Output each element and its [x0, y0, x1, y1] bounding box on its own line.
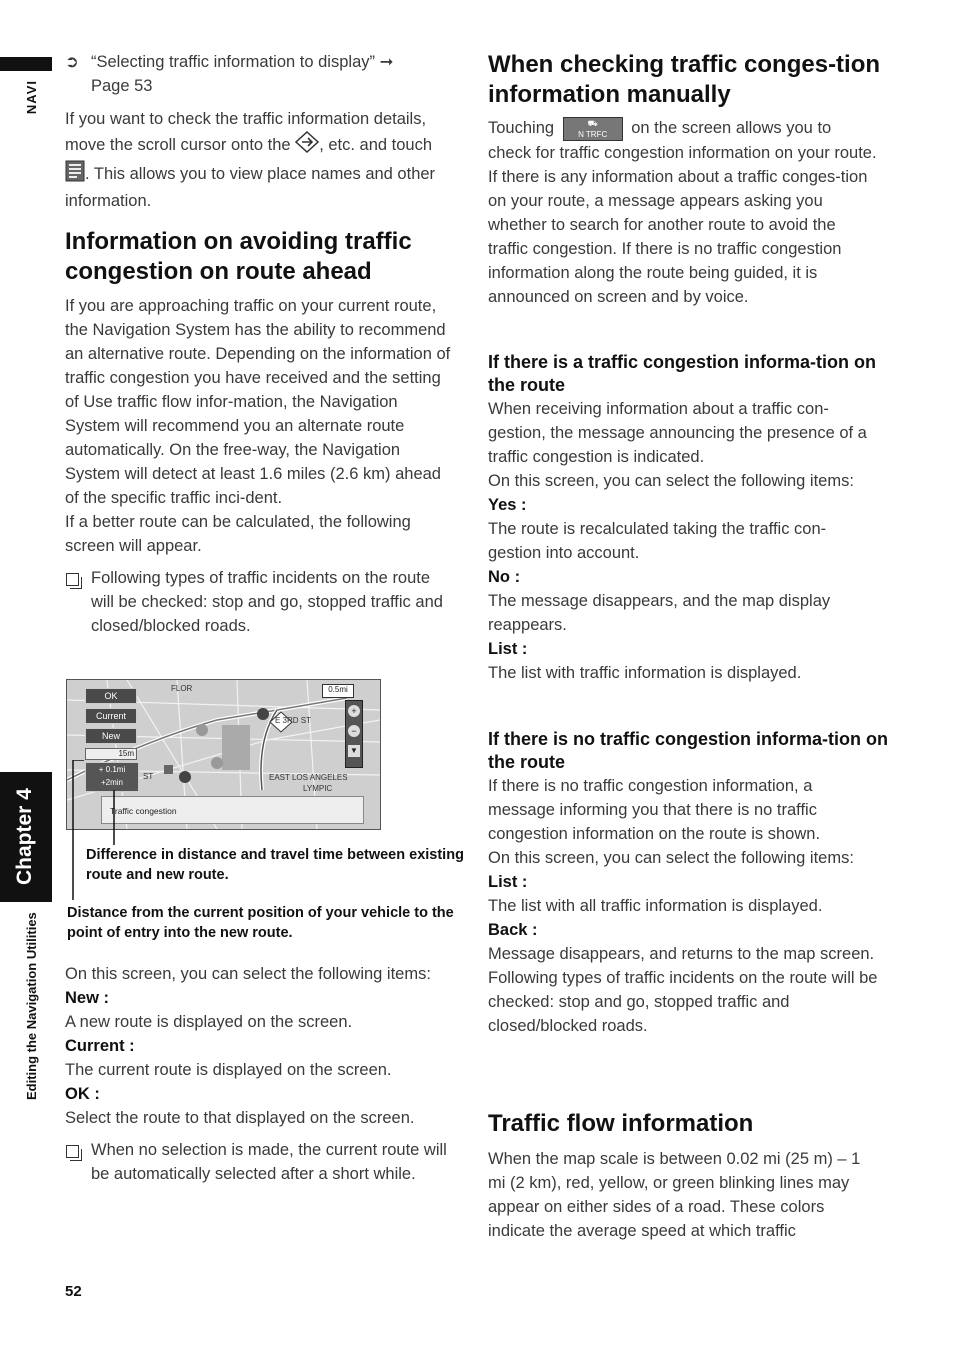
callout-distance: Distance from the current position of your vehicle to the point of entry into the new route.: [67, 905, 454, 941]
scroll-cursor-icon: [295, 131, 319, 160]
reference-arrow-icon: ➲: [65, 53, 79, 71]
subheading-no-congestion: If there is no traffic congestion informa-tion on the route: [488, 729, 889, 772]
sub-paragraph: If there is no traffic congestion information, a message informing you that there is no traffic congestion information on the route is shown.: [488, 777, 821, 843]
current-button[interactable]: Current: [85, 708, 137, 724]
item-term: New :: [65, 989, 110, 1007]
note-checkbox-icon: [66, 573, 79, 586]
page-number: 52: [65, 1283, 82, 1300]
selection-list: [65, 962, 455, 1186]
note: [65, 1138, 455, 1186]
item-term: List :: [488, 640, 528, 658]
note-text: When no selection is made, the current route will be automatically selected after a short while.: [91, 1141, 447, 1183]
item-term: List :: [488, 873, 528, 891]
callout-difference: Difference in distance and travel time between existing route and new route.: [86, 847, 464, 883]
section-heading-traffic-flow: Traffic flow information: [488, 1110, 754, 1137]
intro-text-1: If you want to check the traffic information details, move the scroll cursor onto the: [65, 110, 427, 154]
manual-check-body: [488, 116, 878, 309]
distance-to-entry: 15m: [85, 748, 137, 760]
ok-button[interactable]: OK: [85, 688, 137, 704]
traffic-button-label: N TRFC: [578, 129, 608, 139]
cross-reference: [65, 50, 455, 98]
item-desc: The message disappears, and the map display reappears.: [488, 592, 831, 634]
street-label: FLOR: [171, 684, 193, 693]
no-congestion-body: [488, 774, 878, 1038]
chapter-label: Chapter 4: [13, 788, 36, 886]
intro-paragraph: [65, 107, 455, 213]
item-desc: A new route is displayed on the screen.: [65, 1013, 353, 1031]
list-info-icon: [65, 160, 85, 189]
manual-check-paragraph: If there is any information about a traffic conges-tion on your route, a message appears asking you whether to search for another route to avoid the traffic congestion. If there is no traffic congestion information along the route being guided, it is announced on screen and by voice.: [488, 167, 868, 306]
distance-difference: + 0.1mi: [98, 765, 126, 774]
street-label: E 3RD ST: [275, 716, 312, 725]
select-intro: On this screen, you can select the following items:: [65, 965, 431, 983]
item-desc: The list with all traffic information is displayed.: [488, 897, 823, 915]
congestion-exists-body: [488, 397, 878, 685]
reference-text: “Selecting traffic information to display”: [91, 53, 375, 71]
message-bar: Traffic congestion: [101, 796, 364, 824]
touch-text-b: on the screen allows you to check for traffic congestion information on your route.: [488, 119, 877, 162]
car-icon: ⛟: [587, 118, 598, 128]
closing-paragraph: Following types of traffic incidents on the route will be checked: stop and go, stopped traffic and closed/blocked roads.: [488, 969, 878, 1035]
traffic-button-icon[interactable]: [563, 117, 623, 141]
traffic-flow-paragraph: When the map scale is between 0.02 mi (25 m) – 1 mi (2 km), red, yellow, or green blinking lines may appear on either sides of a road. These colors indicate the average speed at which traffic: [488, 1150, 861, 1240]
sub-paragraph: When receiving information about a traffic con-gestion, the message announcing the presence of a traffic congestion is indicated.: [488, 400, 867, 466]
zoom-controls[interactable]: [345, 700, 363, 768]
item-term: Current :: [65, 1037, 135, 1055]
section-paragraph: If you are approaching traffic on your current route, the Navigation System has the ability to recommend an alternative route. Depending on the information of traffic congestion you have received and the setting of Use traffic flow infor-mation, the Navigation System will recommend you an alternate route automatically. On the free-way, the Navigation System will detect at least 1.6 miles (2.6 km) ahead of the specific traffic inci-dent.: [65, 297, 451, 507]
arrow-right-icon: ➞: [379, 53, 394, 71]
note-text: Following types of traffic incidents on the route will be checked: stop and go, stopped traffic and closed/blocked roads.: [91, 569, 443, 635]
item-term: OK :: [65, 1085, 100, 1103]
item-desc: Select the route to that displayed on the screen.: [65, 1109, 415, 1127]
section-paragraph-2: If a better route can be calculated, the following screen will appear.: [65, 513, 411, 555]
select-intro: On this screen, you can select the following items:: [488, 849, 854, 867]
scroll-down-icon[interactable]: ▼: [348, 745, 360, 757]
item-desc: The route is recalculated taking the traffic con-gestion into account.: [488, 520, 827, 562]
subheading-congestion-exists: If there is a traffic congestion informa-tion on the route: [488, 352, 877, 395]
item-desc: The list with traffic information is displayed.: [488, 664, 802, 682]
map-scale: 0.5mi: [322, 684, 354, 698]
street-label: ST: [143, 772, 154, 781]
item-term: No :: [488, 568, 521, 586]
section-heading-manual-check: When checking traffic conges-tion information manually: [488, 51, 881, 108]
navi-label: NAVI: [24, 80, 39, 115]
sidebar-marker: [0, 57, 52, 71]
intro-text-2: , etc. and touch: [319, 135, 433, 154]
item-term: Back :: [488, 921, 538, 939]
touch-text-a: Touching: [488, 119, 555, 137]
item-term: Yes :: [488, 496, 527, 514]
intro-text-3: . This allows you to view place names and other information.: [65, 164, 436, 210]
time-difference: +2min: [100, 778, 123, 787]
street-label: EAST LOS ANGELES: [269, 773, 348, 782]
section-heading-avoiding-congestion: Information on avoiding traffic congestion on route ahead: [65, 228, 412, 285]
note-checkbox-icon: [66, 1145, 79, 1158]
note: [65, 566, 455, 638]
select-intro: On this screen, you can select the following items:: [488, 472, 854, 490]
zoom-out-icon[interactable]: −: [348, 725, 360, 737]
item-desc: Message disappears, and returns to the map screen.: [488, 945, 875, 963]
section-label: Editing the Navigation Utilities: [24, 912, 39, 1100]
item-desc: The current route is displayed on the screen.: [65, 1061, 392, 1079]
reference-page: Page 53: [91, 77, 153, 95]
zoom-in-icon[interactable]: +: [348, 705, 360, 717]
new-button[interactable]: New: [85, 728, 137, 744]
street-label: LYMPIC: [303, 784, 333, 793]
